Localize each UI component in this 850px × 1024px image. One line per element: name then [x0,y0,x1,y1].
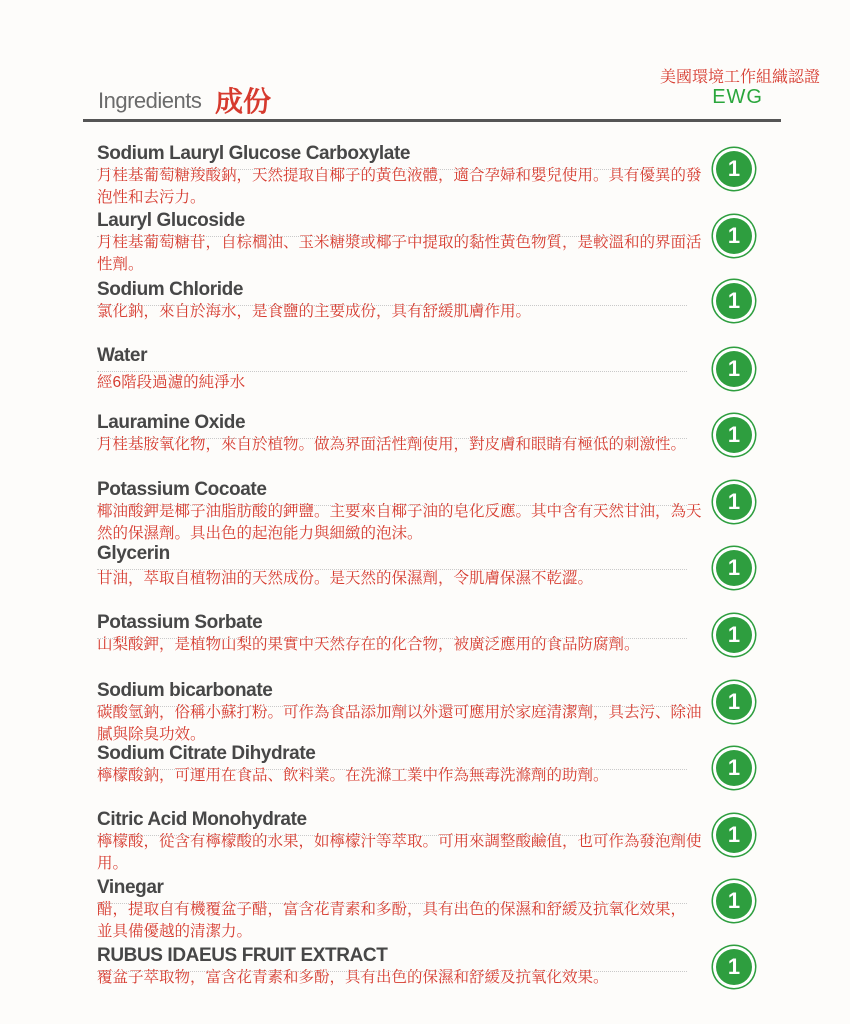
ingredient-item [97,143,767,209]
ewg-rating-badge: 1 [713,681,755,723]
ingredient-description: 甘油，萃取自植物油的天然成份。是天然的保濕劑，令肌膚保濕不乾澀。 [97,570,594,587]
ewg-rating-badge: 1 [713,547,755,589]
ingredient-name: Potassium Sorbate [97,612,263,633]
dotted-divider [97,236,687,237]
ingredient-item [97,279,767,323]
ingredient-description: 椰油酸鉀是椰子油脂肪酸的鉀鹽。主要來自椰子油的皂化反應。其中含有天然甘油，為天然的保濕劑。具出色的起泡能力與細緻的泡沫。 [97,503,702,542]
ingredient-name: Sodium Citrate Dihydrate [97,743,316,764]
ewg-rating-badge: 1 [713,148,755,190]
ingredient-description: 醋，提取自有機覆盆子醋，富含花青素和多酚，具有出色的保濕和舒緩及抗氧化效果，並具備優越的清潔力。 [97,901,687,940]
ingredient-name: Lauryl Glucoside [97,210,245,231]
ingredient-description: 山梨酸鉀，是植物山梨的果實中天然存在的化合物，被廣泛應用的食品防腐劑。 [97,636,640,653]
ingredient-description: 檸檬酸鈉，可運用在食品、飲料業。在洗滌工業中作為無毒洗滌劑的助劑。 [97,767,609,784]
ingredient-name: Vinegar [97,877,164,898]
ingredient-description: 覆盆子萃取物，富含花青素和多酚，具有出色的保濕和舒緩及抗氧化效果。 [97,969,609,986]
ewg-rating-badge: 1 [713,348,755,390]
ewg-label: EWG [712,86,763,108]
dotted-divider [97,505,687,506]
ewg-rating-badge: 1 [713,946,755,988]
dotted-divider [97,769,687,770]
dotted-divider [97,305,687,306]
dotted-divider [97,638,687,639]
ewg-rating-badge: 1 [713,414,755,456]
dotted-divider [97,371,687,372]
dotted-divider [97,169,687,170]
ingredient-item [97,210,767,276]
ingredient-name: Sodium Lauryl Glucose Carboxylate [97,143,411,164]
dotted-divider [97,835,687,836]
ewg-rating-badge: 1 [713,280,755,322]
ewg-rating-badge: 1 [713,880,755,922]
ingredients-header [85,60,820,122]
dotted-divider [97,706,687,707]
ingredient-description: 月桂基胺氧化物，來自於植物。做為界面活性劑使用，對皮膚和眼睛有極低的刺激性。 [97,436,687,453]
ewg-rating-badge: 1 [713,614,755,656]
ingredient-name: Water [97,345,148,366]
ingredient-description: 月桂基葡萄糖苷，自棕櫚油、玉米糖漿或椰子中提取的黏性黃色物質，是較溫和的界面活性劑。 [97,234,702,273]
ingredient-name: Sodium Chloride [97,279,244,300]
dotted-divider [97,569,687,570]
ingredient-item [97,543,767,590]
ingredient-item [97,743,767,787]
ingredient-item [97,809,767,875]
ewg-rating-badge: 1 [713,814,755,856]
ewg-rating-badge: 1 [713,747,755,789]
title-zh: 成份 [215,86,272,117]
ingredient-description: 碳酸氫鈉，俗稱小蘇打粉。可作為食品添加劑以外還可應用於家庭清潔劑，具去污、除油膩與除臭功效。 [97,704,702,743]
ingredient-name: Lauramine Oxide [97,412,246,433]
ingredient-description: 檸檬酸，從含有檸檬酸的水果，如檸檬汁等萃取。可用來調整酸鹼值，也可作為發泡劑使用。 [97,833,702,872]
ingredient-description: 經6階段過濾的純淨水 [97,374,246,391]
ingredient-name: RUBUS IDAEUS FRUIT EXTRACT [97,945,388,966]
header-divider [83,119,781,122]
ingredient-name: Sodium bicarbonate [97,680,273,701]
ingredient-item [97,345,767,394]
ewg-rating-badge: 1 [713,215,755,257]
ingredient-name: Potassium Cocoate [97,479,267,500]
ingredient-item [97,680,767,746]
title-en: Ingredients [98,88,202,113]
ingredient-description: 氯化鈉，來自於海水，是食鹽的主要成份，具有舒緩肌膚作用。 [97,303,532,320]
ingredient-name: Glycerin [97,543,170,564]
ingredient-item [97,412,767,456]
ewg-organization: 美國環境工作組織認證 [659,69,820,86]
ingredient-item [97,479,767,545]
ewg-rating-badge: 1 [713,481,755,523]
ingredient-name: Citric Acid Monohydrate [97,809,307,830]
dotted-divider [97,903,687,904]
ingredient-item [97,877,767,943]
ingredient-description: 月桂基葡萄糖羧酸鈉，天然提取自椰子的黃色液體，適合孕婦和嬰兒使用。具有優異的發泡性和去污力。 [97,167,702,206]
dotted-divider [97,971,687,972]
ingredient-item [97,945,767,989]
dotted-divider [97,438,687,439]
ingredient-item [97,612,767,656]
